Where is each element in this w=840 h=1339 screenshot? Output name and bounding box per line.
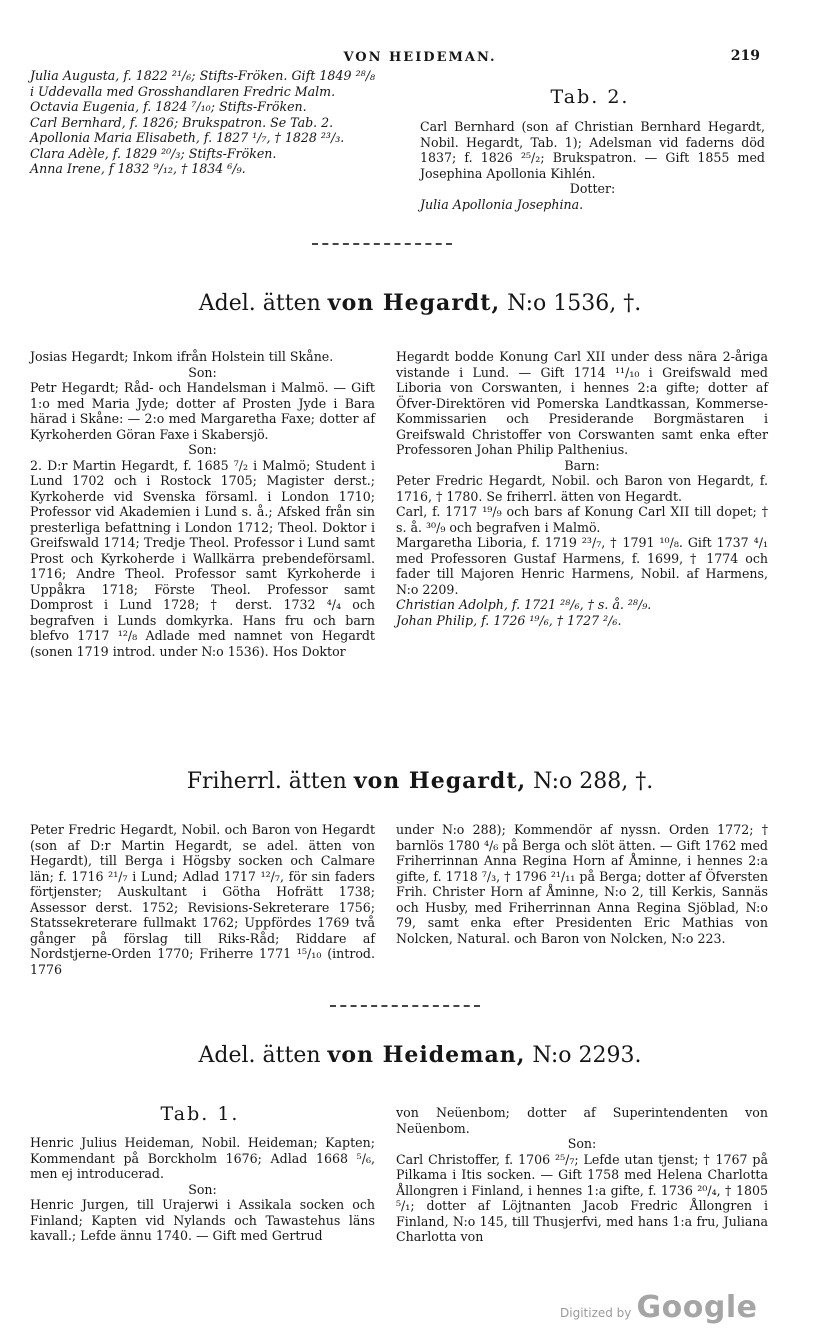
digitized-prefix: Digitized by [560,1306,632,1320]
label-son: Son: [188,364,217,380]
entry-christian-adolph: Christian Adolph, f. 1721 ²⁸/₆, † s. å. ²⁸/₉. [396,597,652,612]
heading-number: N:o 2293. [532,1043,642,1068]
entry-josias-hegardt: Josias Hegardt; Inkom ifrån Holstein till Skåne. [30,349,334,364]
label-dotter: Dotter: [569,181,616,196]
heading-family-name: von Heideman, [327,1042,526,1068]
tab-1-heading: Tab. 1. [160,1103,240,1125]
label-barn: Barn: [564,457,600,473]
adel-heideman-left [30,1135,375,1244]
heading-adel-hegardt [60,290,780,316]
section-divider [312,243,452,245]
running-title: VON HEIDEMAN. [343,50,497,65]
entry-petr-hegardt: Petr Hegardt; Råd- och Handelsman i Malmö. — Gift 1:o med Maria Jyde; dotter af Prosten Jyde i Bara härad i Skåne: — 2:o med Margaretha Faxe; dotter af Kyrkoherden Göran Faxe i Skabersjö. [30,380,375,442]
tab-2-heading: Tab. 2. [550,86,630,108]
entry-anna-irene: Anna Irene, f 1832 ⁹/₁₂, † 1834 ⁶/₉. [30,161,246,176]
entry-apollonia: Apollonia Maria Elisabeth, f. 1827 ¹/₇, † 1828 ²³/₃. [30,130,345,145]
entry-carl-christoffer: Carl Christoffer, f. 1706 ²⁵/₇; Lefde utan tjenst; † 1767 på Pilkama i Itis socken. — Gift 1758 med Helena Charlotta Ållongren i Finland, i hennes 1:a gifte, f. 1736 ²⁰/₄, † 1805 ⁵/₁; dotter af Löjtnanten Jacob Fredric Ållongren i Finland, N:o 145, till Thusjerfvi, med hans 1:a fru, Juliana Charlotta von [396,1151,768,1244]
entry-carl-bernhard-tab2: Carl Bernhard (son af Christian Bernhard Hegardt, Nobil. Hegardt, Tab. 1); Adelsman vid faderns död 1837; f. 1826 ²⁵/₂; Brukspatron. — Gift 1855 med Josephina Apollonia Kihlén. [420,119,765,181]
heading-number: N:o 1536, †. [507,291,642,316]
friherrl-hegardt-right [396,822,768,946]
label-son: Son: [188,1181,217,1197]
entry-henric-julius: Henric Julius Heideman, Nobil. Heideman; Kapten; Kommendant på Borckholm 1676; Adlad 1668 ⁵/₆, men ej introducerad. [30,1135,375,1181]
entry-peter-fredric-baron: Peter Fredric Hegardt, Nobil. och Baron von Hegardt (son af D:r Martin Hegardt, se adel. ätten von Hegardt), till Berga i Högsby socken och Calmare län; f. 1716 ²¹/₇ i Lund; Adlad 1717 ¹²/₇, för sin faders förtjenster; Auskultant i Götha Hofrätt 1738; Assessor derst. 1752; Revisions-Sekreterare 1756; Statssekreterare fullmakt 1762; Uppfördes 1769 två gånger på förslag till Riks-Råd; Riddare af Nordstjerne-Orden 1770; Friherre 1771 ¹⁵/₁₀ (introd. 1776 [30,822,375,977]
entry-peter-fredric: Peter Fredric Hegardt, Nobil. och Baron von Hegardt, f. 1716, † 1780. Se friherrl. ätten von Hegardt. [396,473,768,504]
heading-family-name: von Hegardt, [327,290,501,316]
heading-family-name: von Hegardt, [353,768,527,794]
adel-hegardt-right [396,349,768,628]
heading-prefix: Adel. ätten [198,1043,321,1068]
label-son: Son: [188,442,217,457]
heading-prefix: Adel. ätten [198,291,321,316]
section-divider [330,1005,480,1007]
friherrl-hegardt-left [30,822,375,977]
entry-johan-philip: Johan Philip, f. 1726 ¹⁹/₆, † 1727 ²/₆. [396,612,622,628]
entry-carl: Carl, f. 1717 ¹⁹/₉ och bars af Konung Carl XII till dopet; † s. å. ³⁰/₉ och begrafven i Malmö. [396,504,768,535]
heading-prefix: Friherrl. ätten [186,769,347,794]
tab-2-body [420,119,765,212]
adel-heideman-right [396,1105,768,1245]
entry-octavia-eugenia: Octavia Eugenia, f. 1824 ⁷/₁₀; Stifts-Fröken. [30,99,307,114]
entry-peter-fredric-baron-cont: under N:o 288); Kommendör af nyssn. Orden 1772; † barnlös 1780 ⁴/₆ på Berga och slöt ätten. — Gift 1762 med Friherrinnan Anna Regina Horn af Åminne, i hennes 2:a gifte, f. 1718 ⁷/₃, † 1796 ²¹/₁₁ på Berga; dotter af Öfversten Frih. Christer Horn af Åminne, N:o 2, till Kerkis, Sannäs och Husby, med Friherrinnan Anna Regina Sjöblad, N:o 79, samt enka efter Presidenten Eric Mathias von Nolcken, Natural. och Baron von Nolcken, N:o 223. [396,822,768,946]
entry-henric-jurgen: Henric Jurgen, till Urajerwi i Assikala socken och Finland; Kapten vid Nylands och Tawastehus läns kavall.; Lefde ännu 1740. — Gift med Gertrud [30,1197,375,1243]
digitized-stamp [560,1290,820,1325]
google-logo: Google [636,1290,758,1325]
adel-hegardt-left [30,349,375,659]
label-son: Son: [567,1136,597,1151]
heidemann-top-left [30,68,375,177]
entry-julia-apollonia: Julia Apollonia Josephina. [420,196,584,212]
entry-henric-jurgen-cont: von Neüenbom; dotter af Superintendenten von Neüenbom. [396,1105,768,1136]
entry-carl-bernhard: Carl Bernhard, f. 1826; Brukspatron. Se Tab. 2. [30,114,334,130]
entry-martin-hegardt: 2. D:r Martin Hegardt, f. 1685 ⁷/₂ i Malmö; Student i Lund 1702 och i Rostock 1705; Magister derst.; Kyrkoherde vid Svenska församl. i London 1710; Professor vid Akademien i Lund s. å.; Afsked från sin presterliga befattning i London 1712; Theol. Doktor i Greifswald 1714; Tredje Theol. Professor i Lund samt Prost och Kyrkoherde i Wallkärra prebendeförsaml. 1716; Andre Theol. Professor samt Kyrkoherde i Uppåkra 1718; Förste Theol. Professor samt Domprost i Lund 1728; † derst. 1732 ⁴/₄ och begrafven i Lunds domkyrka. Hans fru och barn blefvo 1717 ¹²/₈ Adlade med namnet von Hegardt (sonen 1719 introd. under N:o 1536). Hos Doktor [30,457,375,659]
entry-martin-hegardt-cont: Hegardt bodde Konung Carl XII under dess nära 2-åriga vistande i Lund. — Gift 1714 ¹¹/₁₀ i Greifswald med Liboria von Corswanten, i hennes 2:a gifte; dotter af Öfver-Direktören vid Pomerska Landtkassan, Kommerse-Kommissarien och Presiderande Borgmästaren i Greifswald Christoffer von Corswanten samt enka efter Professoren Johan Philip Palthenius. [396,349,768,457]
heading-number: N:o 288, †. [533,769,654,794]
entry-julia-augusta: Julia Augusta, f. 1822 ²¹/₆; Stifts-Fröken. Gift 1849 ²⁸/₈ i Uddevalla med Grosshandlaren Fredric Malm. [30,68,375,99]
heading-friherrl-hegardt [60,768,780,794]
heading-adel-heideman [60,1042,780,1068]
page-number: 219 [730,48,760,64]
entry-margaretha-liboria: Margaretha Liboria, f. 1719 ²³/₇, † 1791 ¹⁰/₈. Gift 1737 ⁴/₁ med Professoren Gustaf Harmens, f. 1699, † 1774 och fader till Majoren Henric Harmens, Nobil. af Harmens, N:o 2209. [396,535,768,597]
entry-clara-adele: Clara Adèle, f. 1829 ²⁰/₃; Stifts-Fröken. [30,145,277,161]
